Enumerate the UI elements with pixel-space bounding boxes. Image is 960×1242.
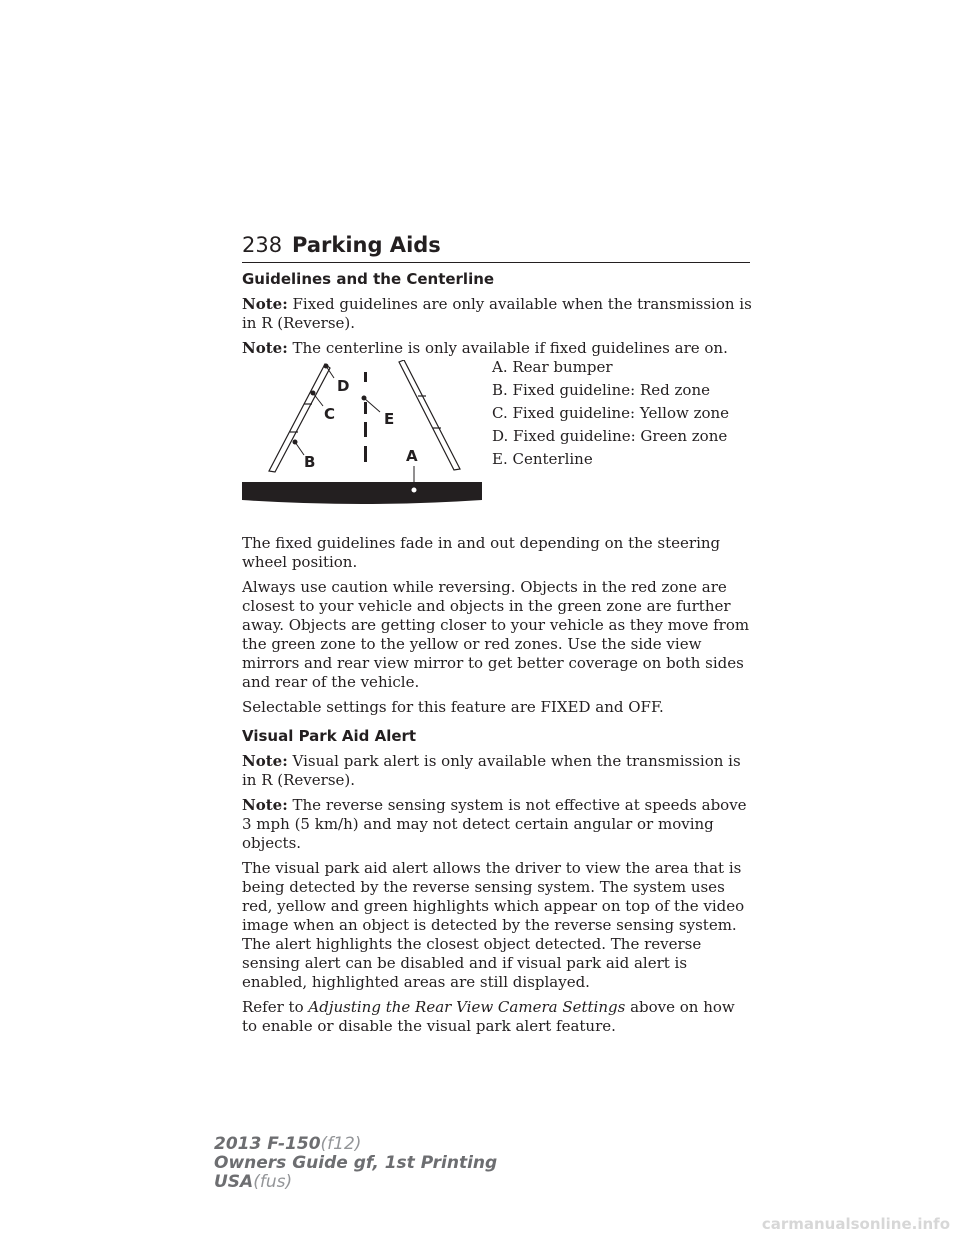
callout-label-d: D bbox=[337, 377, 350, 395]
visual-alert-note-1 bbox=[242, 752, 752, 790]
figure-row bbox=[242, 358, 752, 526]
left-guideline bbox=[269, 364, 330, 472]
note-label: Note: bbox=[242, 796, 288, 814]
note-text: The reverse sensing system is not effective at speeds above 3 mph (5 km/h) and may not detect certain angular or moving objects. bbox=[242, 796, 747, 852]
legend-item: A. Rear bumper bbox=[492, 358, 613, 376]
guidelines-heading: Guidelines and the Centerline bbox=[242, 270, 495, 288]
guidelines-note-2 bbox=[242, 339, 752, 358]
callout-dot-d bbox=[324, 364, 329, 369]
refer-suffix: above on how to enable or disable the visual park alert feature. bbox=[242, 998, 735, 1035]
callout-dot-a bbox=[411, 487, 417, 493]
centerline-dash bbox=[364, 422, 367, 437]
legend-item: B. Fixed guideline: Red zone bbox=[492, 381, 710, 399]
callout-label-b: B bbox=[304, 453, 316, 471]
visual-alert-paragraph-1: The visual park aid alert allows the driver to view the area that is being detected by the reverse sensing system. The system uses red, yellow and green highlights which appear on top of the video image when an object is detected by the reverse sensing system. The alert highlights the closest object detected. The reverse sensing alert can be disabled and if visual park aid alert is enabled, highlighted areas are still displayed. bbox=[242, 859, 745, 991]
footer-model-code: (f12) bbox=[320, 1134, 362, 1154]
centerline-dash bbox=[364, 372, 367, 382]
guidelines-paragraph-3: Selectable settings for this feature are FIXED and OFF. bbox=[242, 698, 664, 716]
guidelines-note-1 bbox=[242, 295, 752, 333]
page-header bbox=[242, 232, 750, 263]
footer-region: USA bbox=[214, 1172, 254, 1192]
note-text: Visual park alert is only available when the transmission is in R (Reverse). bbox=[242, 752, 741, 789]
centerline-dash bbox=[364, 446, 367, 462]
watermark: carmanualsonline.info bbox=[761, 1215, 950, 1233]
footer-line-1 bbox=[214, 1135, 497, 1154]
page-content bbox=[242, 270, 752, 1042]
centerline-dash bbox=[364, 402, 367, 414]
guidelines-paragraph-2: Always use caution while reversing. Objects in the red zone are closest to your vehicle and objects in the green zone are further away. Objects are getting closer to your vehicle as they move from the green zone to the yellow or red zones. Use the side view mirrors and rear view mirror to get better coverage on both sides and rear of the vehicle. bbox=[242, 578, 750, 691]
legend-item: D. Fixed guideline: Green zone bbox=[492, 427, 728, 445]
footer-region-code: (fus) bbox=[253, 1172, 293, 1192]
callout-dot-c bbox=[311, 391, 316, 396]
note-label: Note: bbox=[242, 295, 288, 313]
figure-legend bbox=[492, 358, 729, 473]
note-text: The centerline is only available if fixed guidelines are on. bbox=[292, 339, 728, 357]
note-text: Fixed guidelines are only available when the transmission is in R (Reverse). bbox=[242, 295, 752, 332]
footer-model: 2013 F-150 bbox=[214, 1134, 321, 1154]
refer-link[interactable]: Adjusting the Rear View Camera Settings bbox=[308, 998, 626, 1016]
page-number: 238 bbox=[242, 233, 283, 257]
visual-alert-refer bbox=[242, 998, 752, 1036]
callout-label-a: A bbox=[406, 447, 418, 465]
footer-line-3 bbox=[214, 1173, 497, 1192]
rear-bumper bbox=[242, 482, 482, 504]
note-label: Note: bbox=[242, 339, 288, 357]
refer-prefix: Refer to bbox=[242, 998, 304, 1016]
visual-alert-heading: Visual Park Aid Alert bbox=[242, 727, 417, 745]
legend-item: E. Centerline bbox=[492, 450, 593, 468]
visual-alert-note-2 bbox=[242, 796, 752, 853]
callout-label-e: E bbox=[384, 410, 395, 428]
callout-dot-b bbox=[293, 440, 298, 445]
callout-dot-e bbox=[362, 396, 367, 401]
note-label: Note: bbox=[242, 752, 288, 770]
camera-guidelines-figure bbox=[242, 360, 482, 510]
footer-line-2: Owners Guide gf, 1st Printing bbox=[214, 1153, 498, 1173]
section-title: Parking Aids bbox=[292, 233, 441, 257]
legend-item: C. Fixed guideline: Yellow zone bbox=[492, 404, 730, 422]
callout-label-c: C bbox=[324, 405, 336, 423]
guidelines-paragraph-1: The fixed guidelines fade in and out depending on the steering wheel position. bbox=[242, 534, 721, 571]
page-footer bbox=[214, 1135, 497, 1192]
